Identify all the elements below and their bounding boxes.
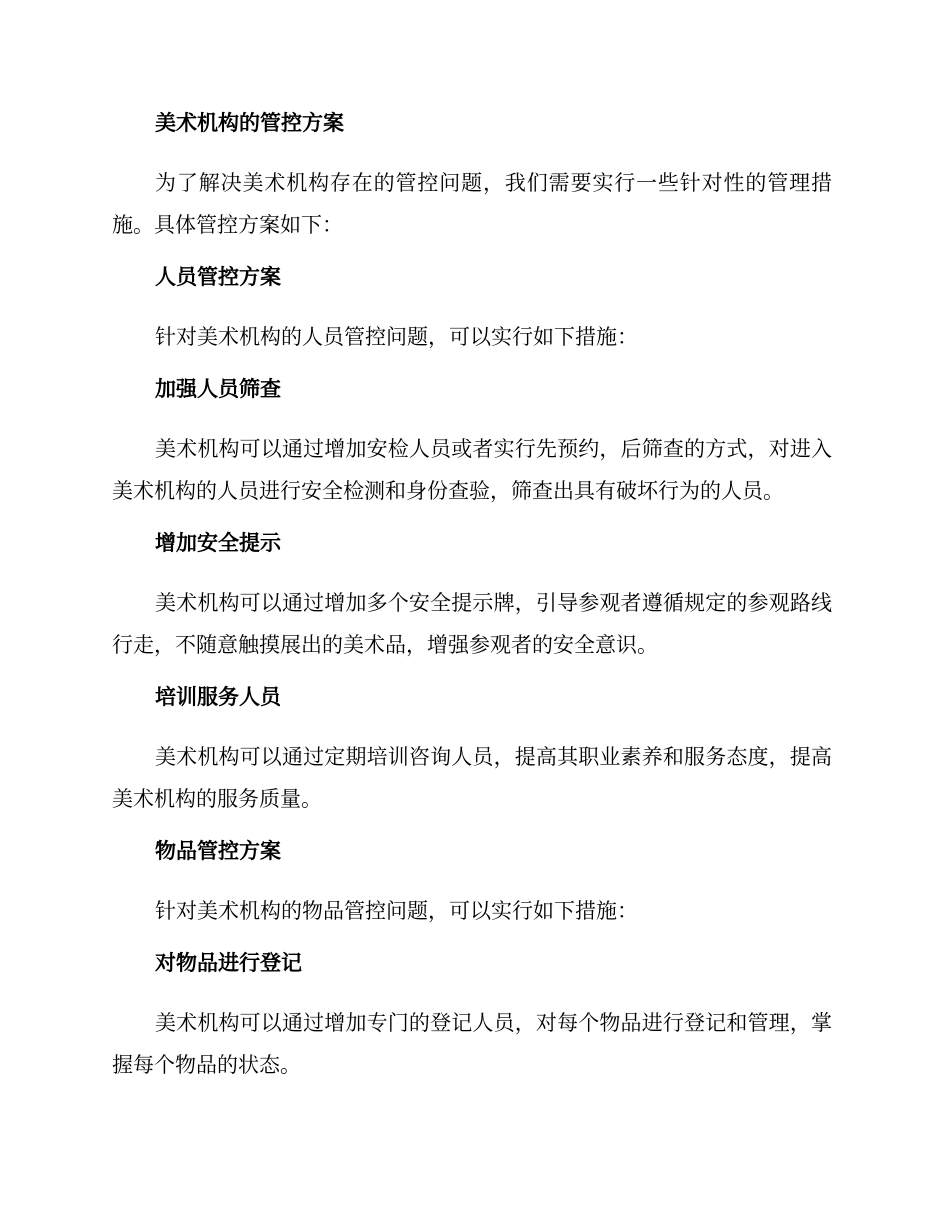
section-paragraph: 针对美术机构的人员管控问题，可以实行如下措施： [155, 325, 638, 349]
section-heading: 物品管控方案 [155, 838, 281, 863]
section-heading: 加强人员筛查 [155, 376, 281, 401]
section-heading: 增加安全提示 [155, 530, 281, 555]
document-title: 美术机构的管控方案 [155, 110, 344, 135]
section-heading: 人员管控方案 [155, 264, 281, 289]
section-paragraph: 美术机构可以通过定期培训咨询人员，提高其职业素养和服务态度，提高美术机构的服务质量。 [112, 745, 832, 811]
section-paragraph: 美术机构可以通过增加专门的登记人员，对每个物品进行登记和管理，掌握每个物品的状态。 [112, 1011, 832, 1077]
section-paragraph: 美术机构可以通过增加多个安全提示牌，引导参观者遵循规定的参观路线行走，不随意触摸展出的美术品，增强参观者的安全意识。 [112, 591, 832, 657]
section-paragraph: 美术机构可以通过增加安检人员或者实行先预约，后筛查的方式，对进入美术机构的人员进行安全检测和身份查验，筛查出具有破坏行为的人员。 [112, 437, 832, 503]
section-heading: 培训服务人员 [155, 684, 281, 709]
section-paragraph: 针对美术机构的物品管控问题，可以实行如下措施： [155, 899, 638, 923]
document-page [112, 108, 832, 1086]
section-heading: 对物品进行登记 [155, 950, 302, 975]
intro-paragraph: 为了解决美术机构存在的管控问题，我们需要实行一些针对性的管理措施。具体管控方案如下： [112, 171, 832, 237]
